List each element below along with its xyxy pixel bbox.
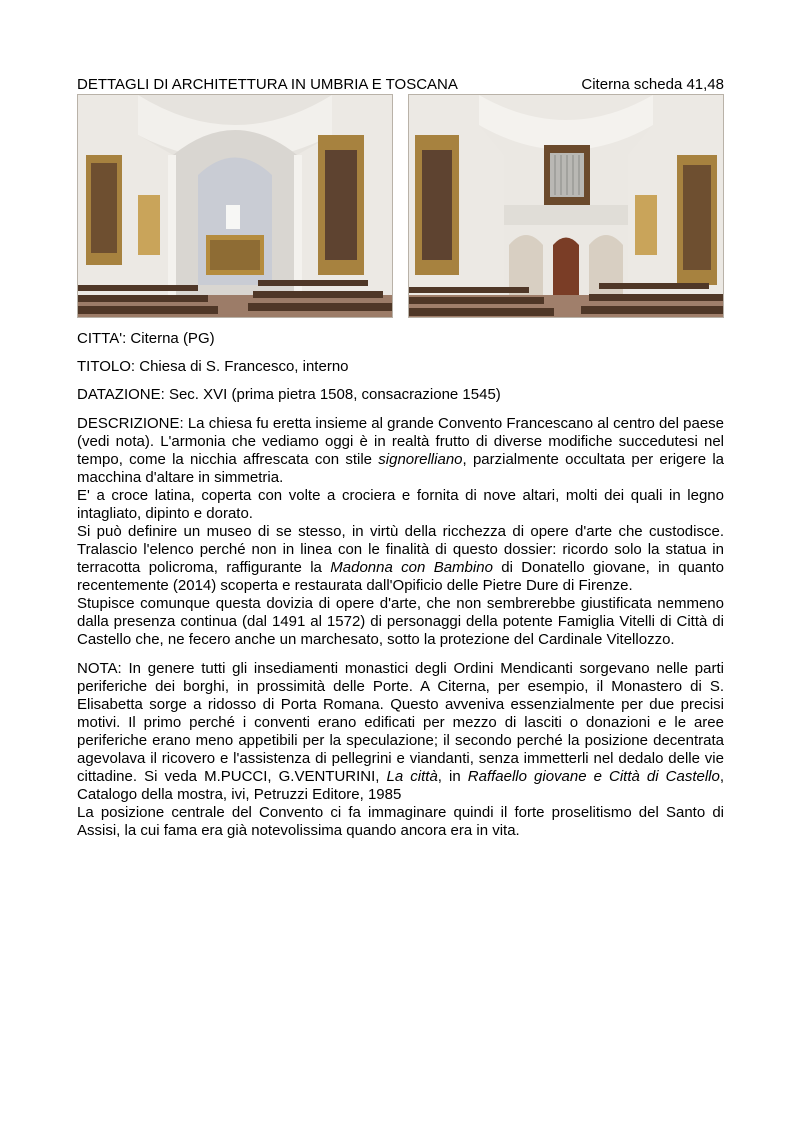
descrizione-paragraph-3 (77, 523, 724, 595)
nota-paragraph-1 (77, 660, 724, 804)
header-ref: Citerna scheda 41,48 (581, 76, 724, 93)
nota-p1-italic-1: La città (386, 768, 438, 785)
header-title: DETTAGLI DI ARCHITETTURA IN UMBRIA E TOSCANA (77, 76, 458, 93)
field-titolo: TITOLO: Chiesa di S. Francesco, interno (77, 358, 349, 375)
descrizione-p1-text-end: , parzialmente occultata per erigere la macchina d'altare in simmetria. (77, 451, 725, 486)
church-interior-altar-image (78, 95, 392, 317)
descrizione-paragraph-4: Stupisce comunque questa dovizia di opere d'arte, che non sembrerebbe giustificata nemmeno dalla presenza continua (dal 1491 al 1572) di personaggi della potente Famiglia Vitelli di Città di Castello che, ne fecero anche un marchesato, sotto la protezione del Cardinale Vitellozzo. (77, 595, 724, 648)
document-page (77, 76, 724, 840)
nota-section (77, 660, 724, 840)
descrizione-p1-text: DESCRIZIONE: La chiesa fu eretta insieme al grande Convento Francescano al centro del paese (vedi nota). L'armonia che vediamo oggi è in realtà frutto di diverse modifiche succedutesi nel tempo, come la nicchia affrescata con stile (77, 415, 725, 468)
descrizione-p3-text-end: di Donatello giovane, in quanto recentemente (2014) scoperta e restaurata dall'Opificio delle Pietre Dure di Firenze. (77, 559, 725, 594)
descrizione-p3-italic: Madonna con Bambino (330, 559, 493, 576)
descrizione-p3-text: Si può definire un museo di se stesso, in virtù della ricchezza di opere d'arte che custodisce. Tralascio l'elenco perché non in linea con le finalità di questo dossier: ricordo solo la statua in terracotta policroma, raffigurante la (77, 523, 724, 576)
page-header (77, 76, 724, 94)
descrizione-paragraph-2: E' a croce latina, coperta con volte a crociera e fornita di nove altari, molti dei quali in legno intagliato, dipinto e dorato. (77, 487, 724, 522)
photo-row (77, 94, 724, 318)
field-datazione: DATAZIONE: Sec. XVI (prima pietra 1508, consacrazione 1545) (77, 386, 501, 403)
field-citta: CITTA': Citerna (PG) (77, 330, 215, 347)
nota-p1-text-mid: , in (437, 768, 468, 785)
descrizione-section (77, 415, 724, 649)
nota-paragraph-2: La posizione centrale del Convento ci fa immaginare quindi il forte proselitismo del Santo di Assisi, la cui fama era già notevolissima quando ancora era in vita. (77, 804, 724, 839)
photo-interior-organ (408, 94, 724, 318)
church-interior-organ-image (409, 95, 723, 317)
descrizione-p1-italic: signorelliano (378, 451, 463, 468)
nota-p1-text-end: , Catalogo della mostra, ivi, Petruzzi Editore, 1985 (77, 768, 725, 803)
nota-p1-text: NOTA: In genere tutti gli insediamenti monastici degli Ordini Mendicanti sorgevano nelle parti periferiche dei borghi, in prossimità delle Porte. A Citerna, per esempio, il Monastero di S. Elisabetta sorge a ridosso di Porta Romana. Questo avveniva essenzialmente per due precisi motivi. Il primo perché i conventi erano edificati per mezzo di lasciti o donazioni e le aree periferiche erano meno appetibili per la speculazione; il secondo perché la posizione decentrata agevolava il ricovero e l'assistenza di pellegrini e viandanti, senza immetterli nel dedalo delle vie cittadine. Si veda M.PUCCI, G.VENTURINI, (77, 660, 724, 785)
photo-interior-altar (77, 94, 393, 318)
descrizione-paragraph-1 (77, 415, 724, 487)
nota-p1-italic-2: Raffaello giovane e Città di Castello (467, 768, 720, 785)
